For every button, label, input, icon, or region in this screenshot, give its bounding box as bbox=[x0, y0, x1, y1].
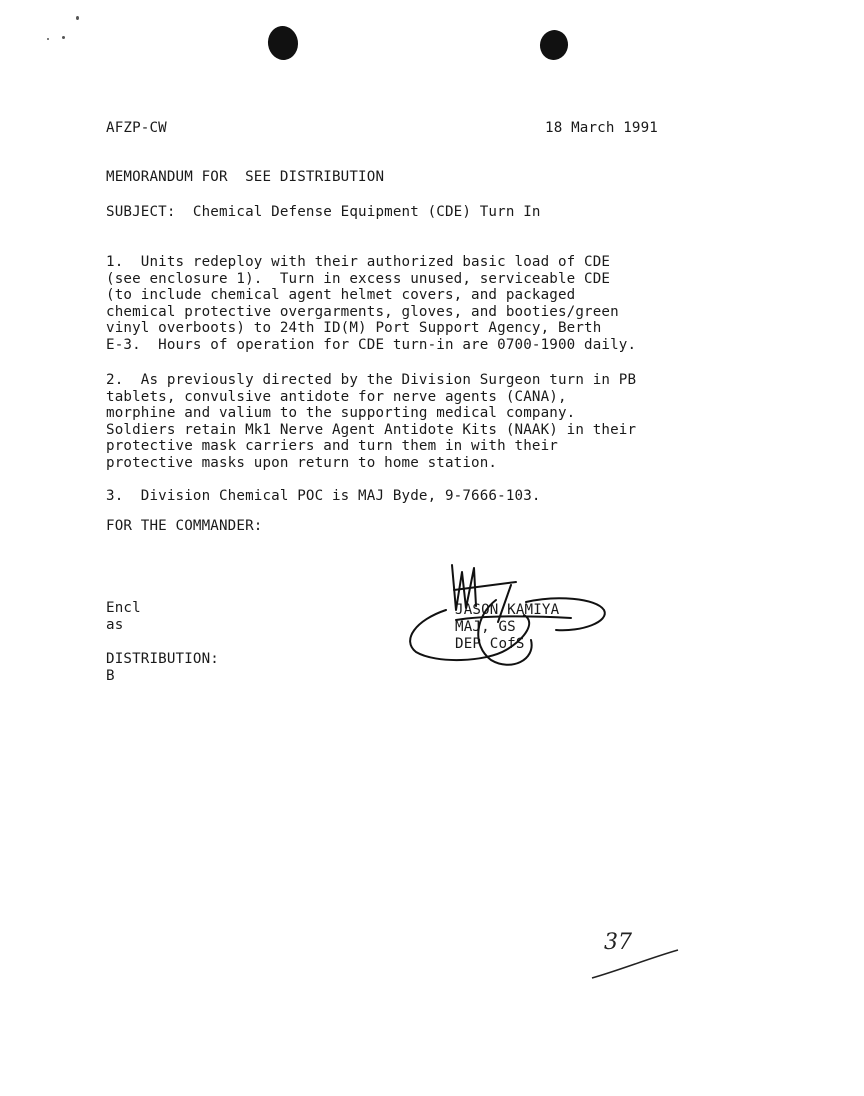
scan-speck bbox=[76, 16, 79, 20]
scan-speck bbox=[47, 38, 49, 40]
handwritten-signature bbox=[396, 560, 626, 680]
punch-hole-right bbox=[537, 27, 571, 62]
punch-hole-left bbox=[266, 24, 300, 62]
memorandum-for-line: MEMORANDUM FOR SEE DISTRIBUTION bbox=[106, 169, 385, 185]
distribution-label: DISTRIBUTION: bbox=[106, 651, 219, 667]
enclosure-label: Encl bbox=[106, 600, 141, 616]
closing-line: FOR THE COMMANDER: bbox=[106, 518, 263, 534]
paragraph-1: 1. Units redeploy with their authorized basic load of CDE (see enclosure 1). Turn in excess unused, serviceable CDE (to include chemical agent helmet covers, and packaged chemical protective overgarments, gloves, and booties/green vinyl overboots) to 24th ID(M) Port Support Agency, Berth E-3. Hours of operation for CDE turn-in are 0700-1900 daily. bbox=[106, 254, 637, 353]
paragraph-3: 3. Division Chemical POC is MAJ Byde, 9-7666-103. bbox=[106, 488, 541, 504]
office-symbol: AFZP-CW bbox=[106, 120, 167, 136]
enclosure-value: as bbox=[106, 617, 124, 633]
signature-block-name: JASON KAMIYA bbox=[455, 602, 560, 618]
page-number: 37 bbox=[604, 930, 632, 955]
subject-line: SUBJECT: Chemical Defense Equipment (CDE) Turn In bbox=[106, 204, 541, 220]
distribution-value: B bbox=[106, 668, 115, 684]
scan-speck bbox=[62, 36, 65, 39]
signature-block-title: DEP CofS bbox=[455, 636, 525, 652]
memo-date: 18 March 1991 bbox=[545, 120, 658, 136]
paragraph-2: 2. As previously directed by the Division Surgeon turn in PB tablets, convulsive antidote for nerve agents (CANA), morphine and valium to the supporting medical company. Soldiers retain Mk1 Nerve Agent Antidote Kits (NAAK) in their protective mask carriers and turn them in with their protective masks upon return to home station. bbox=[106, 372, 637, 471]
signature-block-rank: MAJ, GS bbox=[455, 619, 516, 635]
